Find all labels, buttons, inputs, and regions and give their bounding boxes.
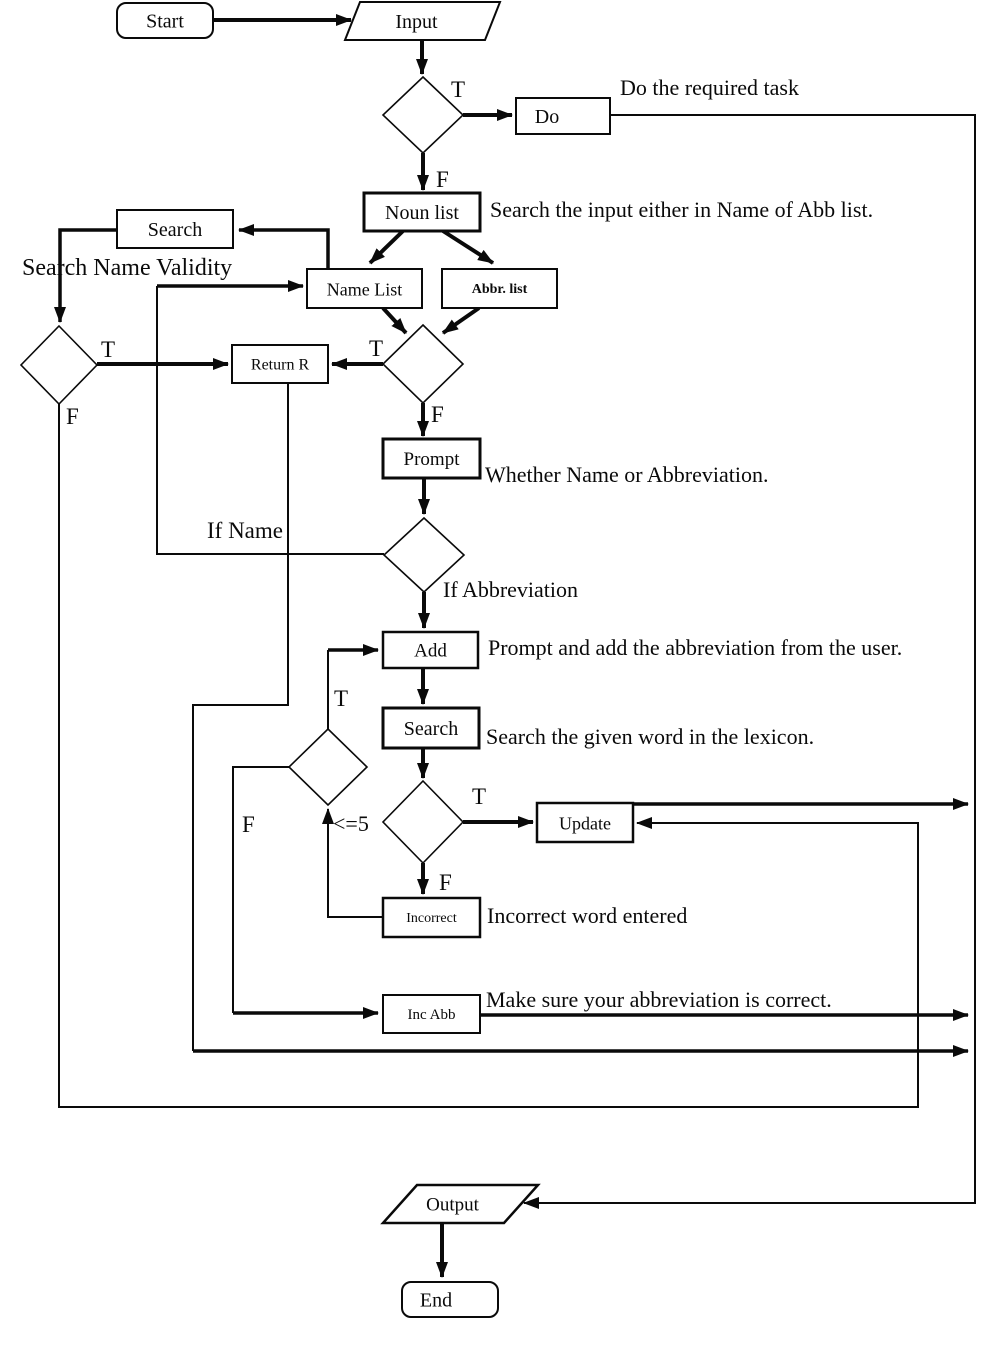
decision-shape — [383, 781, 463, 863]
annotation-label-f-validity: F — [66, 404, 79, 429]
annotation-label-t-found: T — [369, 336, 384, 361]
annotation-label-f-retry: F — [242, 812, 255, 837]
node-do — [516, 98, 610, 134]
node-label-start: Start — [146, 10, 184, 33]
annotation-label-if-name: If Name — [207, 518, 283, 543]
node-search-name — [117, 210, 233, 248]
node-decision-in-lexicon — [383, 781, 463, 863]
node-label-abbr-list: Abbr. list — [471, 282, 528, 297]
node-label-search-word: Search — [403, 718, 459, 740]
node-return-r — [232, 345, 328, 383]
node-label-inc-abb: Inc Abb — [407, 1007, 456, 1023]
node-label-add: Add — [414, 640, 447, 662]
annotation-label-t-input: T — [451, 77, 466, 102]
annotation-label-f-lexicon: F — [439, 870, 452, 895]
edge-nounlist-to-namelist — [370, 231, 403, 263]
node-name-list — [307, 269, 422, 308]
node-label-update: Update — [559, 813, 611, 834]
decision-shape — [383, 325, 463, 403]
node-output — [383, 1185, 538, 1223]
annotation-label-t-retry: T — [334, 686, 349, 711]
node-input — [345, 2, 500, 40]
node-decision-validity — [21, 326, 97, 404]
node-abbr-list — [442, 269, 557, 308]
node-label-noun-list: Noun list — [385, 202, 459, 224]
edge-namelist-to-decision-found — [383, 308, 406, 333]
annotation-note-add: Prompt and add the abbreviation from the user. — [488, 635, 903, 660]
edge-ifname-loop — [157, 286, 384, 554]
annotation-label-t-validity: T — [101, 337, 116, 362]
node-label-output: Output — [426, 1194, 479, 1216]
node-inc-abb — [383, 995, 480, 1033]
node-start — [117, 3, 213, 38]
annotation-label-le5: <=5 — [333, 811, 369, 836]
node-noun-list — [364, 193, 480, 231]
node-search-word — [383, 708, 479, 748]
annotation-note-whether: Whether Name or Abbreviation. — [485, 462, 769, 487]
annotation-note-incabb: Make sure your abbreviation is correct. — [486, 987, 832, 1012]
edge-retry-F-down — [233, 767, 289, 1013]
node-add — [383, 632, 478, 668]
node-decision-retry — [289, 729, 367, 805]
annotation-note-incorrect: Incorrect word entered — [487, 903, 688, 928]
node-label-do: Do — [534, 106, 560, 128]
node-prompt — [383, 439, 480, 478]
process-shape — [516, 98, 610, 134]
node-label-prompt: Prompt — [403, 449, 460, 470]
edge-returnr-down-loop — [193, 383, 288, 1051]
node-end — [402, 1282, 498, 1317]
edge-namelist-to-search — [239, 230, 328, 269]
annotation-label-f-found: F — [431, 402, 444, 427]
annotation-note-nounlist: Search the input either in Name of Abb list. — [490, 197, 874, 222]
annotation-label-if-abbreviation: If Abbreviation — [443, 577, 579, 602]
node-decision-found — [383, 325, 463, 403]
node-label-incorrect: Incorrect — [406, 911, 457, 926]
node-label-name-list: Name List — [326, 279, 403, 300]
node-label-search-name: Search — [147, 219, 203, 241]
node-label-end: End — [419, 1289, 453, 1312]
decision-shape — [21, 326, 97, 404]
edge-nounlist-to-abbrlist — [443, 231, 493, 263]
node-label-input: Input — [395, 11, 438, 33]
node-update — [537, 803, 633, 842]
annotation-note-do: Do the required task — [620, 75, 799, 100]
node-label-return-r: Return R — [250, 356, 310, 374]
annotation-label-f-input: F — [436, 167, 449, 192]
decision-shape — [289, 729, 367, 805]
annotation-note-search-validity: Search Name Validity — [22, 255, 233, 281]
annotation-note-search-word: Search the given word in the lexicon. — [486, 724, 815, 749]
node-incorrect — [383, 898, 480, 937]
annotation-label-t-lexicon: T — [472, 784, 487, 809]
edge-abbrlist-to-decision-found — [443, 308, 479, 333]
